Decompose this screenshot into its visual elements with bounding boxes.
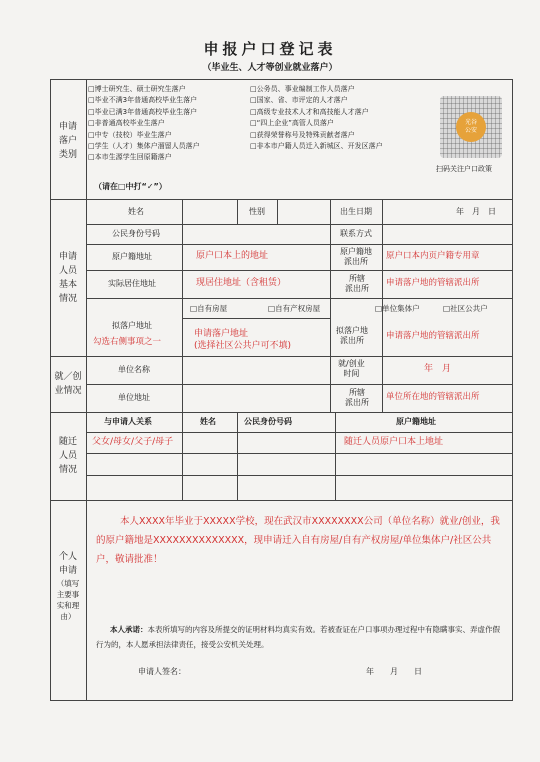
table-line xyxy=(86,475,512,476)
category-option[interactable]: □学生（人才）集体户溜留人员落户 xyxy=(88,142,200,151)
intended-station-value[interactable]: 申请落户地的管辖派出所 xyxy=(386,331,480,341)
col-id: 公民身份号码 xyxy=(244,417,292,426)
signature-label: 申请人签名： xyxy=(138,667,186,676)
application-section-label: 个人 申请 xyxy=(58,552,77,576)
category-left-options xyxy=(88,84,200,164)
follower-origin-value[interactable]: 随迁人员原户口本上地址 xyxy=(344,437,444,447)
table-line xyxy=(277,199,278,224)
police-logo-icon: 光谷 公安 xyxy=(456,112,486,142)
start-time-value[interactable]: 年 月 xyxy=(424,364,452,374)
housing-option[interactable]: □社区公共户 xyxy=(443,304,488,313)
category-option[interactable]: □毕业不满3年普通高校毕业生落户 xyxy=(88,96,198,105)
check-hint: （请在□中打“✓”） xyxy=(94,182,167,191)
intended-hint: 勾选右侧事项之一 xyxy=(93,337,162,347)
intended-station-label: 拟落户地 派出所 xyxy=(336,326,368,345)
unit-station-value[interactable]: 单位所在地的管辖派出所 xyxy=(386,392,480,402)
housing-option[interactable]: □自有房屋 xyxy=(190,304,228,313)
table-line xyxy=(182,318,330,319)
col-name: 姓名 xyxy=(200,417,216,426)
table-line xyxy=(86,244,512,245)
table-line xyxy=(330,199,331,412)
table-line xyxy=(86,432,512,433)
unit-name-label: 单位名称 xyxy=(118,365,150,374)
table-line xyxy=(86,384,512,385)
table-line xyxy=(237,199,238,224)
table-line xyxy=(50,700,512,701)
gender-label: 性别 xyxy=(249,207,265,216)
application-note: （填写 主要事 实和理 由） xyxy=(56,579,80,621)
unit-station-label: 所辖 派出所 xyxy=(345,388,369,407)
category-right-options xyxy=(250,84,383,152)
col-origin: 原户籍地址 xyxy=(396,417,436,426)
pledge-block xyxy=(96,622,506,652)
category-option[interactable]: □非本市户籍人员迁入新城区、开发区落户 xyxy=(250,142,383,151)
table-line xyxy=(335,412,336,500)
table-line xyxy=(237,412,238,500)
category-option[interactable]: □高级专业技术人才和高技能人才落户 xyxy=(250,107,369,116)
contact-label: 联系方式 xyxy=(340,229,372,238)
table-line xyxy=(50,500,512,501)
table-line xyxy=(50,356,512,357)
basic-section-label: 申请 人员 基本 情况 xyxy=(58,252,77,304)
category-option[interactable]: □国家、省、市评定的人才落户 xyxy=(250,96,348,105)
category-option[interactable]: □“四上企业”高管人员落户 xyxy=(250,119,334,128)
origin-addr-value[interactable]: 原户口本上的地址 xyxy=(196,251,269,261)
unit-addr-label: 单位地址 xyxy=(118,393,150,402)
pledge-text: 本表所填写的内容及所提交的证明材料均真实有效。若被查证在户口事项办理过程中有隐瞒事实、弄虚作假行为的，本人愿承担法律责任，接受公安机关处理。 xyxy=(96,625,500,649)
intended-addr-value[interactable]: 申请落户地址 (选择社区公共户可不填) xyxy=(194,329,292,351)
housing-option[interactable]: □单位集体户 xyxy=(375,304,420,313)
current-station-value[interactable]: 申请落户地的管辖派出所 xyxy=(386,278,480,288)
pledge-label: 本人承诺： xyxy=(110,625,148,634)
table-line xyxy=(182,199,183,412)
origin-station-value[interactable]: 原户口本内页户籍专用章 xyxy=(386,251,480,261)
origin-station-label: 原户籍地 派出所 xyxy=(340,247,372,266)
table-line xyxy=(50,79,512,80)
housing-option[interactable]: □自有产权房屋 xyxy=(268,304,321,313)
category-option[interactable]: □本市生源学生回原籍落户 xyxy=(88,153,172,162)
application-statement[interactable]: 本人XXXX年毕业于XXXXX学校，现在武汉市XXXXXXXX公司（单位名称）就业/创业，我的原户籍地是XXXXXXXXXXXXXX，现申请迁入自有房屋/自有产权房屋/单位集体户/社区公共户，敬请批准！ xyxy=(96,516,500,565)
category-option[interactable]: □非普通高校毕业生落户 xyxy=(88,119,165,128)
start-time-label: 就/创业 时间 xyxy=(338,359,365,378)
category-section-label: 申请 落户 类别 xyxy=(58,122,77,160)
id-label: 公民身份号码 xyxy=(112,229,160,238)
table-line xyxy=(86,298,512,299)
table-line xyxy=(512,79,513,701)
col-relation: 与申请人关系 xyxy=(104,417,152,426)
table-line xyxy=(182,412,183,500)
signature-date[interactable]: 年 月 日 xyxy=(366,667,422,676)
category-option[interactable]: □获得荣誉称号及特殊贡献者落户 xyxy=(250,130,355,139)
table-line xyxy=(86,270,512,271)
intended-addr-label: 拟落户地址 xyxy=(112,321,152,330)
origin-addr-label: 原户籍地址 xyxy=(112,252,152,261)
table-line xyxy=(86,453,512,454)
table-line xyxy=(50,412,512,413)
current-addr-value[interactable]: 现居住地址（含租赁） xyxy=(196,278,287,288)
page-title: 申报户口登记表 xyxy=(203,40,337,58)
table-line xyxy=(50,199,512,200)
table-line xyxy=(86,79,87,701)
current-station-label: 所辖 派出所 xyxy=(345,274,369,293)
page-subtitle: （毕业生、人才等创业就业落户） xyxy=(202,63,338,73)
category-option[interactable]: □中专（技校）毕业生落户 xyxy=(88,130,172,139)
birth-value[interactable]: 年 月 日 xyxy=(456,207,496,216)
qr-caption: 扫码关注户口政策 xyxy=(436,165,492,173)
name-label: 姓名 xyxy=(128,207,144,216)
employment-section-label: 就／创 业情况 xyxy=(54,372,82,396)
followers-section-label: 随迁 人员 情况 xyxy=(58,437,77,475)
relation-value[interactable]: 父女/母女/父子/母子 xyxy=(92,437,174,447)
table-line xyxy=(86,224,512,225)
birth-label: 出生日期 xyxy=(340,207,372,216)
category-option[interactable]: □毕业已满3年普通高校毕业生落户 xyxy=(88,107,198,116)
current-addr-label: 实际居住地址 xyxy=(108,279,156,288)
category-option[interactable]: □博士研究生、硕士研究生落户 xyxy=(88,85,186,93)
category-option[interactable]: □公务员、事业编制工作人员落户 xyxy=(250,85,355,93)
